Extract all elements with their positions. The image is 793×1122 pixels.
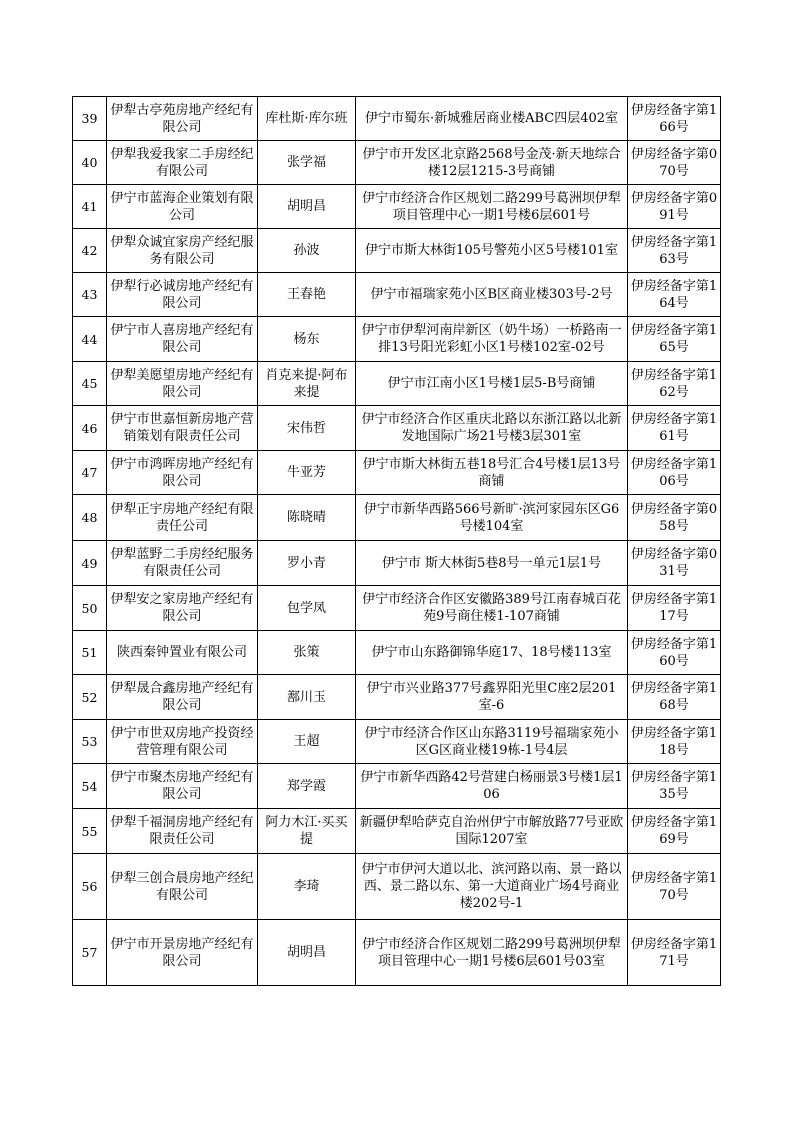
address <box>356 720 628 764</box>
address-text: 伊宁市伊犁河南岸新区（奶牛场）一桥路南一排13号阳光彩虹小区1号楼102室-02号 <box>361 323 622 355</box>
record-number <box>628 495 721 541</box>
person-name-text: 王春艳 <box>286 287 326 302</box>
record-number <box>628 406 721 451</box>
address-text: 伊宁市经济合作区规划二路299号葛洲坝伊犁项目管理中心一期1号楼6层601号 <box>362 190 621 223</box>
address-text: 伊宁市斯大林街五巷18号汇合4号楼1层13号商铺 <box>362 456 621 489</box>
address <box>356 631 628 675</box>
address-text: 伊宁市山东路御锦华庭17、18号楼113室 <box>371 645 612 660</box>
company-name-text: 伊宁市开景房地产经纪有限公司 <box>110 936 254 969</box>
person-name <box>258 229 356 273</box>
person-name-text: 阿力木江·买买提 <box>265 815 348 847</box>
company-name <box>107 97 258 141</box>
person-name <box>258 495 356 541</box>
person-name <box>258 273 356 317</box>
row-number: 53 <box>73 720 107 764</box>
record-number <box>628 675 721 720</box>
address-text: 伊宁市新华西路566号新旷·滨河家园东区G6号楼104室 <box>363 501 620 534</box>
company-name <box>107 317 258 362</box>
company-name <box>107 495 258 541</box>
record-number <box>628 451 721 495</box>
row-number: 51 <box>73 631 107 675</box>
company-name-text: 伊宁市人喜房地产经纪有限公司 <box>110 323 254 355</box>
table-row <box>73 317 721 362</box>
person-name-text: 罗小青 <box>286 555 326 571</box>
address-text: 伊宁市蜀东·新城雅居商业楼ABC四层402室 <box>364 111 619 126</box>
table-row <box>73 97 721 141</box>
address <box>356 495 628 541</box>
person-name-text: 张学福 <box>286 155 326 170</box>
person-name-text: 包学凤 <box>286 600 326 616</box>
row-number: 47 <box>73 451 107 495</box>
address <box>356 675 628 720</box>
person-name-text: 宋伟哲 <box>286 420 326 436</box>
address-text: 伊宁市江南小区1号楼1层5-B号商铺 <box>387 376 596 391</box>
record-number <box>628 541 721 586</box>
company-name <box>107 185 258 229</box>
record-number-text: 伊房经备字第170号 <box>630 870 718 903</box>
company-name-text: 伊犁安之家房地产经纪有限公司 <box>110 592 254 624</box>
record-number <box>628 586 721 631</box>
table-body <box>73 97 721 986</box>
table-row <box>73 541 721 586</box>
row-number: 42 <box>73 229 107 273</box>
registration-table <box>72 96 721 986</box>
company-name <box>107 406 258 451</box>
person-name <box>258 97 356 141</box>
person-name-text: 杨东 <box>293 331 320 347</box>
person-name <box>258 854 356 920</box>
address <box>356 586 628 631</box>
address <box>356 273 628 317</box>
address-text: 伊宁市福瑞家苑小区B区商业楼303号-2号 <box>370 287 613 302</box>
record-number <box>628 720 721 764</box>
person-name <box>258 586 356 631</box>
company-name <box>107 451 258 495</box>
person-name <box>258 362 356 406</box>
record-number <box>628 764 721 809</box>
row-number: 55 <box>73 809 107 854</box>
table-row <box>73 362 721 406</box>
address <box>356 541 628 586</box>
record-number-text: 伊房经备字第070号 <box>630 146 718 179</box>
row-number: 46 <box>73 406 107 451</box>
person-name-text: 王超 <box>293 734 320 749</box>
record-number-text: 伊房经备字第162号 <box>630 367 718 400</box>
row-number: 40 <box>73 141 107 185</box>
table-row <box>73 229 721 273</box>
address-text: 伊宁市经济合作区重庆北路以东浙江路以北新发地国际广场21号楼3层301室 <box>361 412 622 444</box>
company-name-text: 伊犁蓝野二手房经纪服务有限责任公司 <box>110 547 254 579</box>
table-row <box>73 675 721 720</box>
row-number: 44 <box>73 317 107 362</box>
address <box>356 317 628 362</box>
person-name <box>258 720 356 764</box>
address-text: 伊宁市兴业路377号鑫界阳光里C座2层201室-6 <box>366 681 617 713</box>
record-number-text: 伊房经备字第106号 <box>630 456 718 489</box>
table-row <box>73 185 721 229</box>
row-number: 50 <box>73 586 107 631</box>
company-name-text: 伊宁市世嘉恒新房地产营销策划有限责任公司 <box>110 412 254 444</box>
record-number <box>628 97 721 141</box>
company-name <box>107 675 258 720</box>
person-name-text: 肖克来提·阿布来提 <box>265 367 348 400</box>
address <box>356 141 628 185</box>
row-number: 41 <box>73 185 107 229</box>
record-number-text: 伊房经备字第166号 <box>630 102 718 135</box>
record-number <box>628 631 721 675</box>
row-number: 52 <box>73 675 107 720</box>
table-row <box>73 141 721 185</box>
table-row <box>73 631 721 675</box>
row-number: 56 <box>73 854 107 920</box>
person-name-text: 张策 <box>293 645 320 660</box>
table-row <box>73 586 721 631</box>
company-name <box>107 809 258 854</box>
record-number <box>628 185 721 229</box>
address <box>356 920 628 986</box>
row-number: 48 <box>73 495 107 541</box>
address <box>356 97 628 141</box>
record-number-text: 伊房经备字第169号 <box>630 815 718 847</box>
person-name <box>258 141 356 185</box>
company-name-text: 伊宁市鸿晖房地产经纪有限公司 <box>110 456 254 489</box>
company-name-text: 伊犁行必诚房地产经纪有限公司 <box>110 278 254 311</box>
company-name-text: 伊犁正宇房地产经纪有限责任公司 <box>110 501 254 534</box>
address <box>356 362 628 406</box>
person-name <box>258 675 356 720</box>
address <box>356 451 628 495</box>
address-text: 伊宁市新华西路42号营建白杨丽景3号楼1层106 <box>360 770 623 802</box>
record-number-text: 伊房经备字第163号 <box>630 234 718 267</box>
row-number: 49 <box>73 541 107 586</box>
table-row <box>73 406 721 451</box>
company-name-text: 伊犁我爱我家二手房经纪有限公司 <box>110 146 254 179</box>
address <box>356 229 628 273</box>
address-text: 伊宁市经济合作区规划二路299号葛洲坝伊犁项目管理中心一期1号楼6层601号03室 <box>362 936 621 969</box>
record-number <box>628 362 721 406</box>
record-number-text: 伊房经备字第118号 <box>630 725 718 758</box>
person-name <box>258 451 356 495</box>
table-row <box>73 451 721 495</box>
person-name <box>258 406 356 451</box>
row-number: 54 <box>73 764 107 809</box>
record-number <box>628 317 721 362</box>
address-text: 新疆伊犁哈萨克自治州伊宁市解放路77号亚欧国际1207室 <box>359 815 624 847</box>
person-name-text: 库杜斯·库尔班 <box>265 111 348 126</box>
company-name-text: 伊犁三创合晨房地产经纪有限公司 <box>110 870 254 903</box>
record-number-text: 伊房经备字第135号 <box>630 770 718 802</box>
person-name <box>258 920 356 986</box>
record-number <box>628 920 721 986</box>
person-name <box>258 764 356 809</box>
company-name-text: 伊宁市世双房地产投资经营管理有限公司 <box>110 725 254 758</box>
person-name-text: 牛亚芳 <box>286 465 326 480</box>
record-number <box>628 229 721 273</box>
table-row <box>73 273 721 317</box>
company-name <box>107 631 258 675</box>
company-name-text: 伊犁众诚宜家房产经纪服务有限公司 <box>110 234 254 267</box>
person-name-text: 胡明昌 <box>286 199 326 214</box>
company-name-text: 伊犁美愿望房地产经纪有限公司 <box>110 367 254 400</box>
address-text: 伊宁市 斯大林街5巷8号一单元1层1号 <box>381 555 602 571</box>
person-name-text: 陈晓晴 <box>286 510 326 525</box>
table-row <box>73 854 721 920</box>
person-name <box>258 809 356 854</box>
company-name <box>107 141 258 185</box>
company-name <box>107 229 258 273</box>
company-name <box>107 541 258 586</box>
person-name <box>258 185 356 229</box>
company-name-text: 伊犁千福洞房地产经纪有限责任公司 <box>110 815 254 847</box>
record-number <box>628 273 721 317</box>
person-name-text: 胡明昌 <box>286 945 326 960</box>
record-number-text: 伊房经备字第165号 <box>630 323 718 355</box>
record-number-text: 伊房经备字第058号 <box>630 501 718 534</box>
address-text: 伊宁市经济合作区山东路3119号福瑞家苑小区G区商业楼19栋-1号4层 <box>364 725 619 758</box>
record-number <box>628 854 721 920</box>
person-name-text: 鄯川玉 <box>286 689 326 705</box>
person-name <box>258 631 356 675</box>
company-name-text: 陕西秦钟置业有限公司 <box>116 645 247 660</box>
record-number-text: 伊房经备字第160号 <box>630 636 718 669</box>
address <box>356 854 628 920</box>
person-name <box>258 541 356 586</box>
row-number: 45 <box>73 362 107 406</box>
record-number-text: 伊房经备字第091号 <box>630 190 718 223</box>
company-name-text: 伊犁晟合鑫房地产经纪有限公司 <box>110 681 254 713</box>
person-name-text: 孙波 <box>293 243 320 258</box>
address-text: 伊宁市经济合作区安徽路389号江南春城百花苑9号商住楼1-107商铺 <box>362 592 621 624</box>
record-number-text: 伊房经备字第164号 <box>630 278 718 311</box>
address-text: 伊宁市伊河大道以北、滨河路以南、景一路以西、景二路以东、第一大道商业广场4号商业楼202号-1 <box>361 862 622 911</box>
record-number <box>628 809 721 854</box>
company-name <box>107 720 258 764</box>
table-row <box>73 920 721 986</box>
record-number-text: 伊房经备字第171号 <box>630 936 718 969</box>
record-number-text: 伊房经备字第031号 <box>630 547 718 579</box>
company-name <box>107 854 258 920</box>
table-row <box>73 809 721 854</box>
company-name <box>107 362 258 406</box>
person-name <box>258 317 356 362</box>
address-text: 伊宁市斯大林街105号警苑小区5号楼101室 <box>365 243 618 258</box>
person-name-text: 李琦 <box>293 879 320 894</box>
record-number-text: 伊房经备字第117号 <box>630 592 718 624</box>
row-number: 39 <box>73 97 107 141</box>
company-name <box>107 273 258 317</box>
company-name <box>107 586 258 631</box>
row-number: 57 <box>73 920 107 986</box>
table-row <box>73 495 721 541</box>
company-name <box>107 764 258 809</box>
company-name-text: 伊宁市聚杰房地产经纪有限公司 <box>110 770 254 802</box>
record-number <box>628 141 721 185</box>
record-number-text: 伊房经备字第161号 <box>630 412 718 444</box>
address <box>356 809 628 854</box>
company-name <box>107 920 258 986</box>
table-row <box>73 764 721 809</box>
address <box>356 764 628 809</box>
company-name-text: 伊宁市蓝海企业策划有限公司 <box>110 190 254 223</box>
company-name-text: 伊犁古亭苑房地产经纪有限公司 <box>110 102 254 135</box>
address <box>356 185 628 229</box>
row-number: 43 <box>73 273 107 317</box>
record-number-text: 伊房经备字第168号 <box>630 681 718 713</box>
person-name-text: 郑学霞 <box>286 778 326 794</box>
table-row <box>73 720 721 764</box>
address-text: 伊宁市开发区北京路2568号金茂·新天地综合楼12层1215-3号商铺 <box>362 146 621 179</box>
address <box>356 406 628 451</box>
